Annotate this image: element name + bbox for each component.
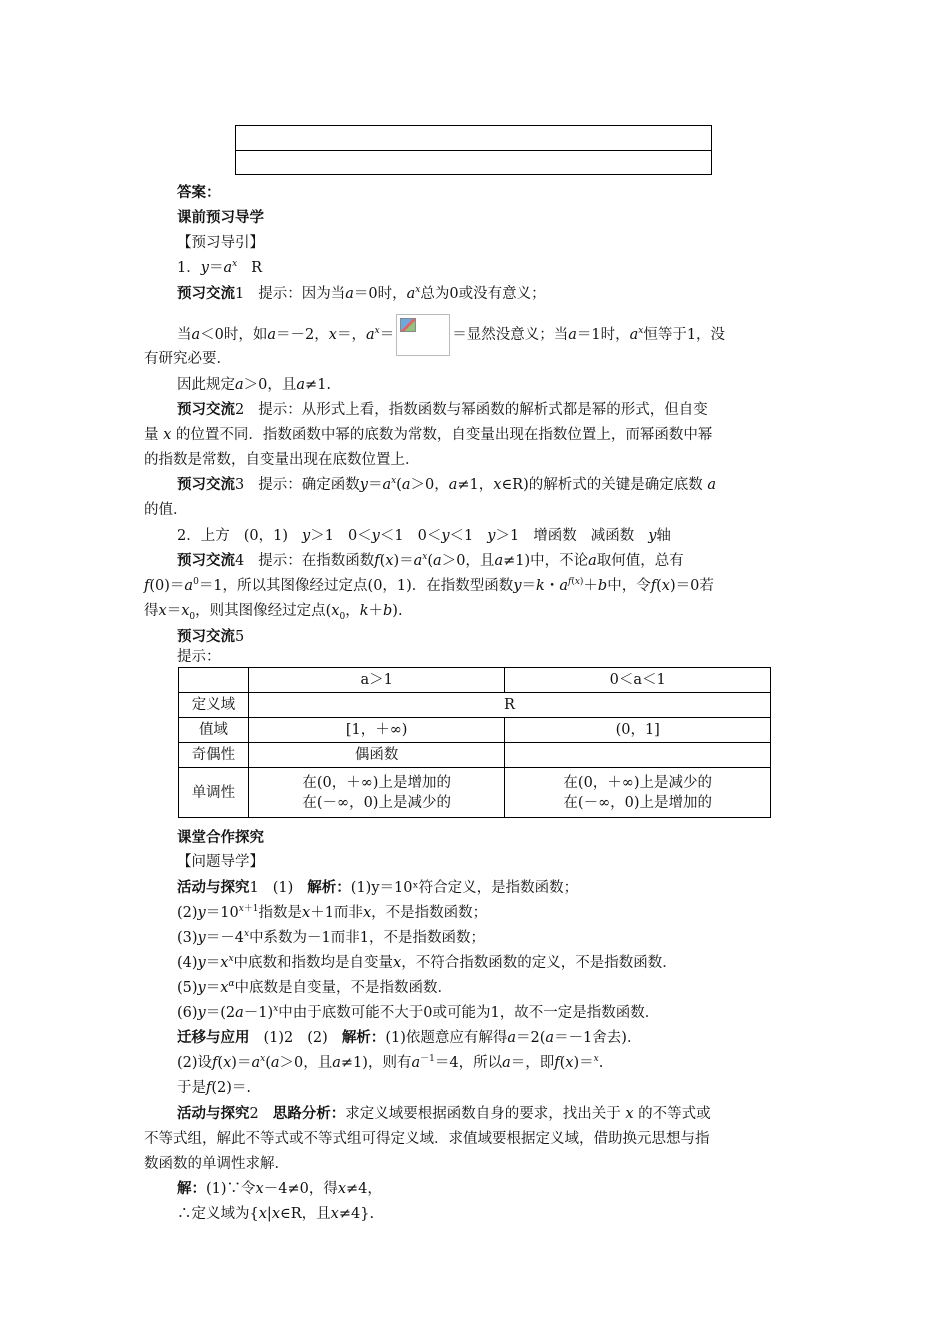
activity-1: 活动与探究1 (1) 解析：(1)y＝10ˣ符合定义，是指数函数； [177,880,579,896]
activity-2-solution: 解：(1)∵令x－4≠0，得x≠4， [177,1181,382,1197]
activity-1-line6: $(6)y=(2a-1)^x$中由于底数可能不大于0或可能为1，故不一定是指数函数． [177,1004,660,1021]
properties-table [178,667,771,818]
preview-exchange-2-line2: 量 x 的位置不同．指数函数中幂的底数为常数，自变量出现在指数位置上，而幂函数中幂 [144,427,713,443]
table-row [179,693,771,718]
preview-exchange-5: 预习交流5 [177,629,245,645]
activity-2-line2: 不等式组，解此不等式或不等式组可得定义域．求值域要根据定义域，借助换元思想与指 [144,1131,710,1147]
activity-2-line3: 数函数的单调性求解． [144,1156,289,1172]
transfer-application: 迁移与应用 (1)2 (2) 解析：(1)依题意应有解得a＝2(a＝－1舍去)． [177,1030,642,1046]
cell: [1，＋∞) [248,718,505,743]
preview-exchange-5-hint: 提示： [177,649,221,665]
item-2: 2．上方 (0，1) y＞1 0＜y＜1 0＜y＜1 y＞1 增函数 减函数 y轴 [177,528,671,544]
preview-exchange-4-line2: $f(0)=a^0=1$，所以其图像经过定点(0，1)．在指数型函数y＝k・$a^{f(x)}+b$中，令f(x)＝0若 [144,577,714,594]
broken-image-icon [396,314,450,356]
preview-exchange-3-line2: 的值． [144,502,188,518]
cell: 在(0，＋∞)上是减少的 在(－∞，0)上是增加的 [505,768,771,818]
activity-1-line5: $(5)y=x^\alpha$中底数是自变量，不是指数函数． [177,979,453,996]
transfer-line3: 于是f(2)＝. [177,1080,252,1096]
row-label: 奇偶性 [179,743,249,768]
row-label: 单调性 [179,768,249,818]
section-title-preview: 课前预习导学 [177,210,264,226]
empty-table [235,125,712,175]
header-a-gt-1: a＞1 [248,668,505,693]
activity-1-line3: $(3)y=-4^x$中系数为－1而非1，不是指数函数； [177,929,486,946]
preview-exchange-1-line3: 有研究必要． [144,351,231,367]
item-1: 1．$y=a^x$ R [177,259,263,276]
table-row [179,718,771,743]
preview-exchange-4: 预习交流4 提示：在指数函数$f(x)=a^x(a>0$，且a≠1)中，不论a取何值，总有 [177,552,684,569]
activity-1-line4: $(4)y=x^x$中底数和指数均是自变量x，不符合指数函数的定义，不是指数函数． [177,954,677,971]
table-divider [236,150,711,151]
cell: 在(0，＋∞)上是增加的 在(－∞，0)上是减少的 [248,768,505,818]
cell: (0，1] [505,718,771,743]
preview-exchange-1-line4: 因此规定a＞0，且a≠1. [177,377,332,393]
activity-1-line2: $(2)y=10^{x+1}$指数是x＋1而非x，不是指数函数； [177,904,488,921]
cell [505,743,771,768]
preview-exchange-3: 预习交流3 提示：确定函数$y=a^x(a>0$，a≠1，x∈R)的解析式的关键是确定底数 a [177,476,717,493]
section-title-class: 课堂合作探究 [177,830,264,846]
transfer-line2: (2)设$f(x)=a^x(a>0$，且a≠1)，则有$a^{-1}=4$，所以a＝，即f(x)＝$^x$. [177,1054,604,1071]
cell: R [248,693,770,718]
preview-exchange-2-line3: 的指数是常数，自变量出现在底数位置上． [144,452,420,468]
header-a-between: 0＜a＜1 [505,668,771,693]
problem-guide-heading: 【问题导学】 [177,854,264,870]
cell: 偶函数 [248,743,505,768]
row-label: 值域 [179,718,249,743]
answer-title: 答案： [177,185,221,201]
preview-exchange-1: 预习交流1 提示：因为当a＝0时，$a^x$总为0或没有意义； [177,285,546,302]
table-row [179,768,771,818]
row-label: 定义域 [179,693,249,718]
activity-2-domain: ∴定义域为{x|x∈R，且x≠4}. [177,1206,375,1222]
preview-exchange-2: 预习交流2 提示：从形式上看，指数函数与幂函数的解析式都是幂的形式，但自变 [177,402,708,418]
table-row [179,743,771,768]
preview-exchange-4-line3: 得$x=x_0$，则其图像经过定点($x_0$，k＋b). [144,603,403,622]
table-row [179,668,771,693]
preview-exchange-1-line2: 当a＜0时，如a＝－2，x＝，$a^x=$ ＝显然没意义；当a＝1时，$a^x$恒等于1，没 [177,314,725,356]
preview-guide-heading: 【预习导引】 [177,235,264,251]
activity-2: 活动与探究2 思路分析：求定义域要根据函数自身的要求，找出关于 x 的不等式或 [177,1106,711,1122]
